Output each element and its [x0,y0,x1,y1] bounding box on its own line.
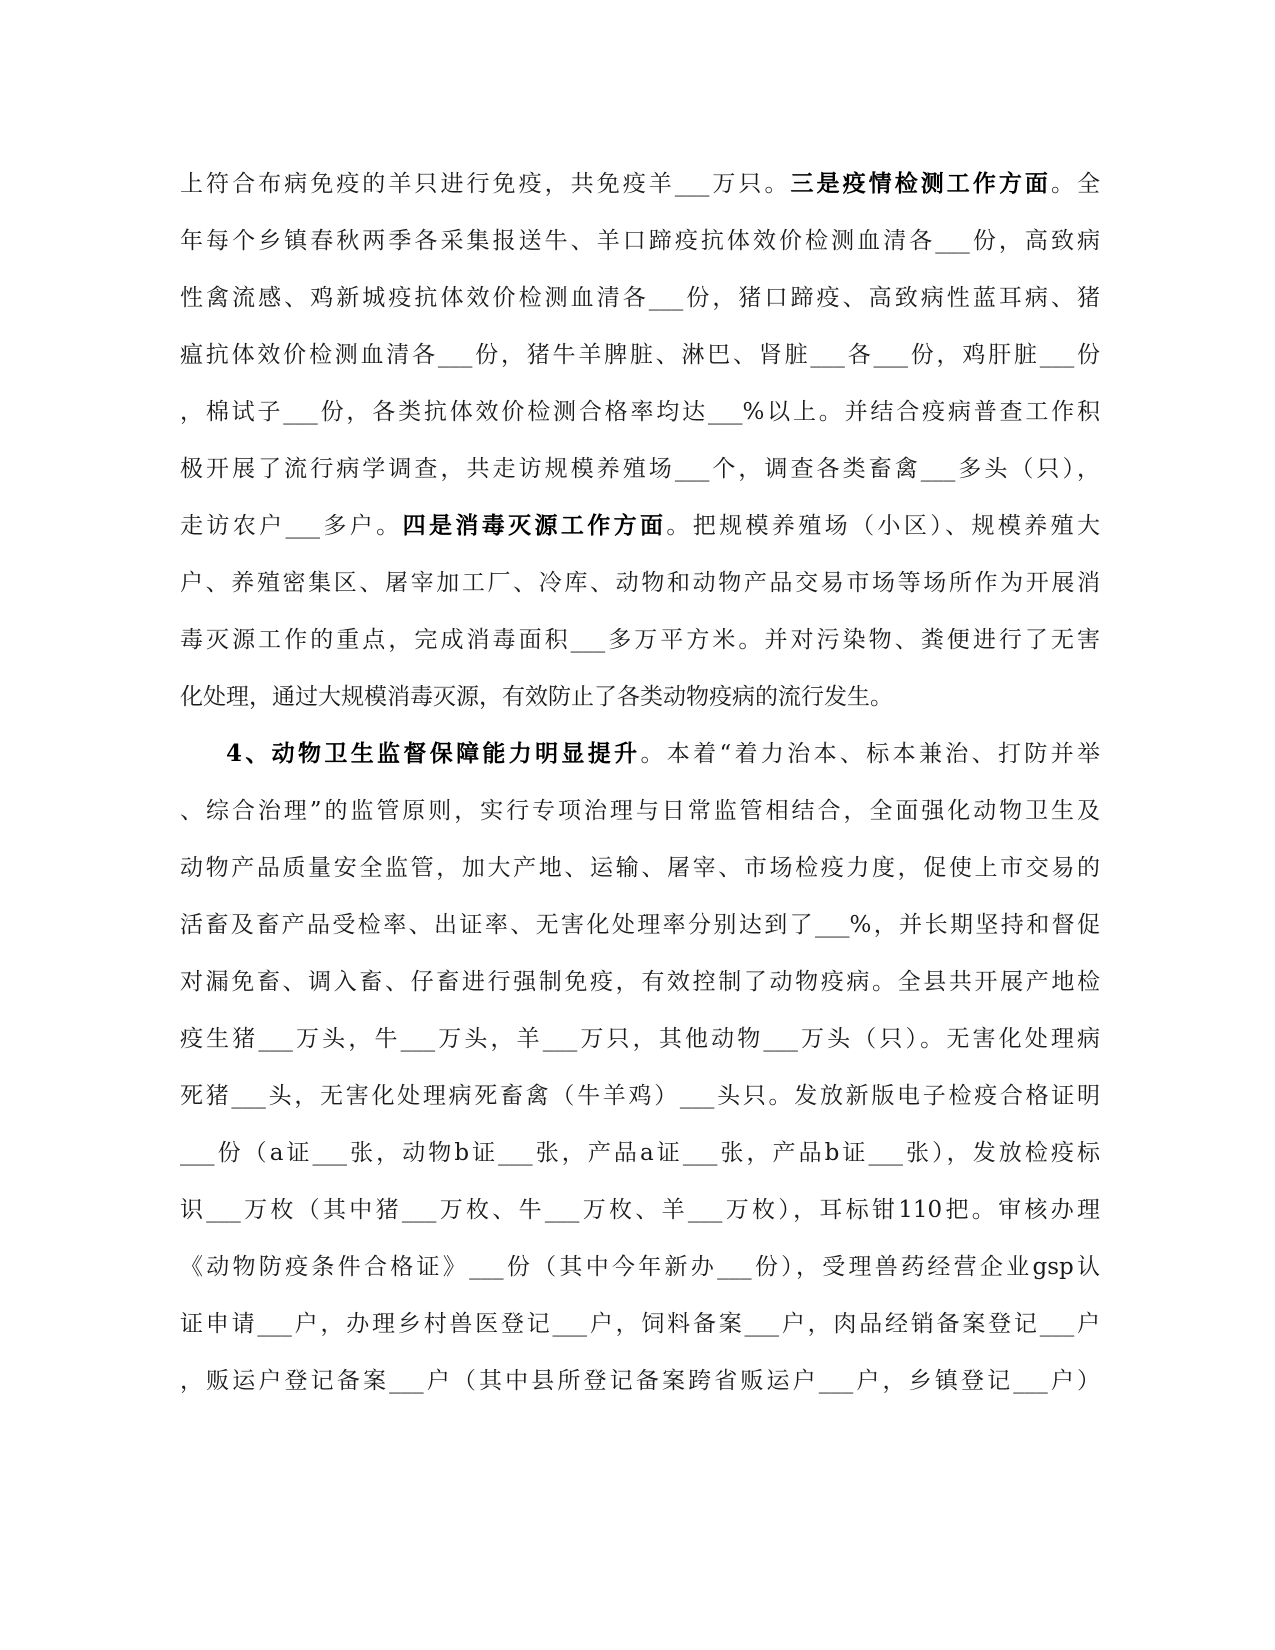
body-text-line [180,1190,1100,1230]
body-text-line [180,1076,1100,1116]
body-text-line [180,563,1100,603]
body-text-line [180,1247,1100,1287]
text-run: 瘟抗体效价检测血清各___份，猪牛羊脾脏、淋巴、肾脏___各___份，鸡肝脏___份 [180,342,1100,368]
body-text-line [180,791,1100,831]
text-run: 户、养殖密集区、屠宰加工厂、冷库、动物和动物产品交易市场等场所作为开展消 [180,570,1100,596]
text-run: 死猪___头，无害化处理病死畜禽（牛羊鸡）___头只。发放新版电子检疫合格证明 [180,1083,1100,1109]
text-run: ，棉试子___份，各类抗体效价检测合格率均达___%以上。并结合疫病普查工作积 [180,399,1100,425]
text-run: 《动物防疫条件合格证》___份（其中今年新办___份），受理兽药经营企业gsp认 [180,1254,1100,1280]
text-run: 、综合治理”的监管原则，实行专项治理与日常监管相结合，全面强化动物卫生及 [180,798,1100,824]
body-text-line [180,278,1100,318]
bold-heading-run: 4、动物卫生监督保障能力明显提升 [226,740,641,767]
body-text-line [180,506,1100,546]
text-run: 。全 [1050,171,1101,197]
text-run: 极开展了流行病学调查，共走访规模养殖场___个，调查各类畜禽___多头（只）， [180,456,1100,482]
body-text-line [180,905,1100,945]
body-text-line [180,1019,1100,1059]
body-text-line [180,392,1100,432]
text-run: 年每个乡镇春秋两季各采集报送牛、羊口蹄疫抗体效价检测血清各___份，高致病 [180,228,1100,254]
body-text-line [180,1361,1100,1401]
text-run: 化处理，通过大规模消毒灭源，有效防止了各类动物疫病的流行发生。 [180,684,893,710]
body-text-line [180,449,1100,489]
text-run: ，贩运户登记备案___户（其中县所登记备案跨省贩运户___户，乡镇登记___户） [180,1368,1100,1394]
body-text-line [180,221,1100,261]
text-run: 疫生猪___万头，牛___万头，羊___万只，其他动物___万头（只）。无害化处理病 [180,1026,1100,1052]
bold-heading-run: 四是消毒灭源工作方面 [402,512,667,539]
body-text-line [180,677,1100,717]
text-run: 活畜及畜产品受检率、出证率、无害化处理率分别达到了___%，并长期坚持和督促 [180,912,1100,938]
text-run: 。本着“着力治本、标本兼治、打防并举 [640,741,1100,767]
text-run: ___份（a证___张，动物b证___张，产品a证___张，产品b证___张），发放检疫标 [180,1140,1100,1166]
body-text-line [180,848,1100,888]
text-run: 性禽流感、鸡新城疫抗体效价检测血清各___份，猪口蹄疫、高致病性蓝耳病、猪 [180,285,1100,311]
body-text-line [180,335,1100,375]
text-run: 上符合布病免疫的羊只进行免疫，共免疫羊___万只。 [180,171,791,197]
text-run: 。把规模养殖场（小区）、规模养殖大 [666,513,1101,539]
body-text-line [180,962,1100,1002]
text-run: 毒灭源工作的重点，完成消毒面积___多万平方米。并对污染物、粪便进行了无害 [180,627,1100,653]
body-text-line [180,1304,1100,1344]
text-run: 动物产品质量安全监管，加大产地、运输、屠宰、市场检疫力度，促使上市交易的 [180,855,1100,881]
bold-heading-run: 三是疫情检测工作方面 [790,170,1051,197]
text-run: 识___万枚（其中猪___万枚、牛___万枚、羊___万枚），耳标钳110把。审核办理 [180,1197,1100,1223]
section-heading-line [226,734,1100,774]
body-text-line [180,164,1100,204]
text-run: 证申请___户，办理乡村兽医登记___户，饲料备案___户，肉品经销备案登记___户 [180,1311,1100,1337]
body-text-line [180,620,1100,660]
text-run: 走访农户___多户。 [180,513,403,539]
body-text-line [180,1133,1100,1173]
text-run: 对漏免畜、调入畜、仔畜进行强制免疫，有效控制了动物疫病。全县共开展产地检 [180,969,1100,995]
